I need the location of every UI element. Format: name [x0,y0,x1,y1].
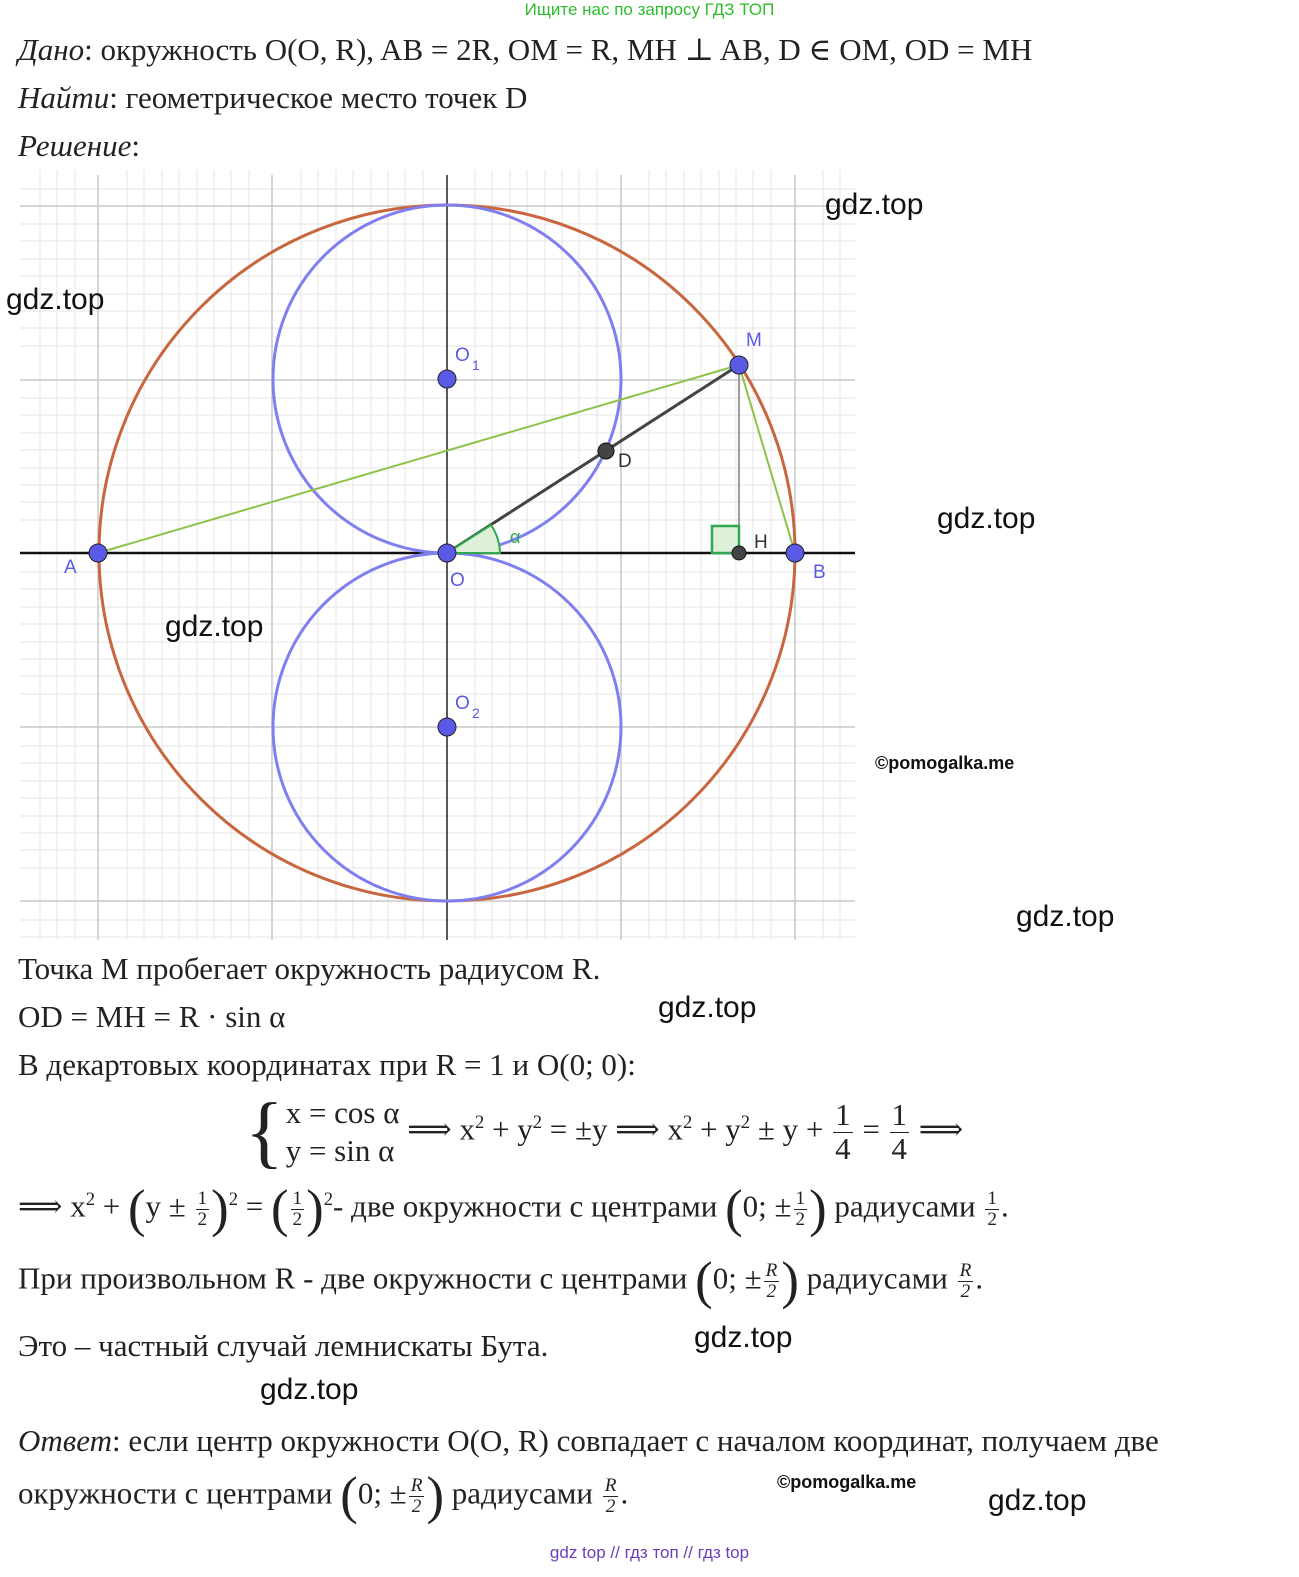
fraction-one-half: $\frac{1}{2}$ [987,1187,997,1230]
point-d [598,443,614,459]
footer-links[interactable]: gdz top // гдз топ // гдз top [549,1543,750,1562]
eq1-part: ⟹ [911,1111,964,1147]
solution-line [18,128,140,164]
label-o: O [450,570,465,591]
watermark-copyright: ©pomogalka.me [777,1472,917,1492]
eq1-part: ⟹ x [407,1111,475,1147]
find-line [18,80,527,116]
fraction-one-quarter: $\frac{1}{4}$ [891,1097,908,1166]
answer-line-1: Ответ: если центр окружности O(O, R) совпадает с началом координат, получаем две [18,1423,1159,1458]
eq1-part: + y [484,1111,533,1147]
label-a: A [64,557,77,578]
fraction-r-half: $\frac{R}{2}$ [410,1474,423,1517]
find-text: : геометрическое место точек D [109,80,528,115]
system-brace: { [245,1087,284,1176]
label-o2: O [455,693,470,714]
eq1-part: = ±y ⟹ x [542,1111,683,1147]
watermark-gdz: gdz.top [694,1321,793,1354]
watermark-gdz: gdz.top [260,1373,359,1406]
fraction-one-half: $\frac{1}{2}$ [795,1187,806,1230]
given-label: Дано [18,32,85,67]
grid [20,170,855,940]
label-b: B [813,562,826,583]
label-o2-sub: 2 [472,705,480,721]
top-search-link[interactable]: Ищите нас по запросу ГДЗ ТОП [524,0,775,19]
label-o1-sub: 1 [472,357,480,373]
solution-colon: : [131,128,140,163]
segment-am [98,365,739,553]
point-o [438,544,456,562]
body-line-2: OD = MH = R · sin α [18,999,286,1034]
major-grid [20,175,855,940]
point-h [732,546,746,560]
fraction-one-half: $\frac{1}{2}$ [197,1187,208,1230]
watermark-gdz: gdz.top [825,188,924,221]
answer-label: Ответ [18,1423,112,1458]
label-d: D [618,451,632,472]
watermark-gdz: gdz.top [658,991,757,1024]
label-h: H [754,532,768,553]
fraction-r-half: $\frac{R}{2}$ [604,1474,617,1517]
watermark-copyright: ©pomogalka.me [875,753,1015,773]
segment-mb [739,365,795,553]
equation-system [245,1087,964,1176]
watermark-gdz: gdz.top [6,283,105,316]
watermark-gdz: gdz.top [1016,900,1115,933]
exponent: 2 [682,1112,693,1134]
fraction-one-half: $\frac{1}{2}$ [292,1187,303,1230]
exponent: 2 [740,1112,751,1134]
given-line [18,32,1032,68]
watermark-gdz: gdz.top [937,502,1036,535]
label-o1: O [455,345,470,366]
exponent: 2 [474,1112,485,1134]
watermark-gdz: gdz.top [988,1484,1087,1517]
label-alpha: α [510,527,521,547]
eq1-part: = [854,1111,888,1147]
body-line-7: Это – частный случай лемнискаты Бута. [18,1328,549,1363]
equation-circles: ⟹ $x^2 + (y$ ± $\frac{1}{2}$ )$^2$ = ( $\frac{1}{2}$ )$^2$- две окружности с центрами (0; ± $\frac{1}{2}$ ) радиусами $\frac{1}{2}$ . [18,1180,1009,1238]
point-a [89,544,107,562]
fraction-r-half: $\frac{R}{2}$ [765,1259,778,1302]
find-label: Найти [18,80,110,115]
fraction-r-half: $\frac{R}{2}$ [959,1259,972,1302]
geometry-figure [0,170,880,945]
point-b [786,544,804,562]
label-m: M [746,330,762,351]
param-system [245,1087,400,1176]
point-m [730,356,748,374]
given-text: : окружность O(O, R), AB = 2R, OM = R, MH ⊥ AB, D ∈ OM, OD = MH [84,32,1033,67]
watermark-gdz: gdz.top [165,610,264,643]
fraction-one-quarter: $\frac{1}{4}$ [835,1097,851,1166]
point-o2 [438,718,456,736]
body-line-3: В декартовых координатах при R = 1 и O(0; 0): [18,1047,636,1082]
solution-label: Решение [18,128,132,163]
answer-line-2: окружности с центрами (0; ± $\frac{R}{2}$ ) радиусами $\frac{R}{2}$ . [18,1467,629,1525]
system-row-1: x = cos α [285,1094,400,1130]
body-line-1: Точка M пробегает окружность радиусом R. [18,951,601,986]
point-o1 [438,370,456,388]
exponent: 2 [532,1112,543,1134]
system-row-2: y = sin α [285,1133,395,1169]
eq1-part: ± y + [750,1111,832,1147]
body-line-6: При произвольном R - две окружности с центрами (0; ± $\frac{R}{2}$ ) радиусами $\frac{R}{2}$ . [18,1252,984,1310]
eq1-part: + y [692,1111,741,1147]
